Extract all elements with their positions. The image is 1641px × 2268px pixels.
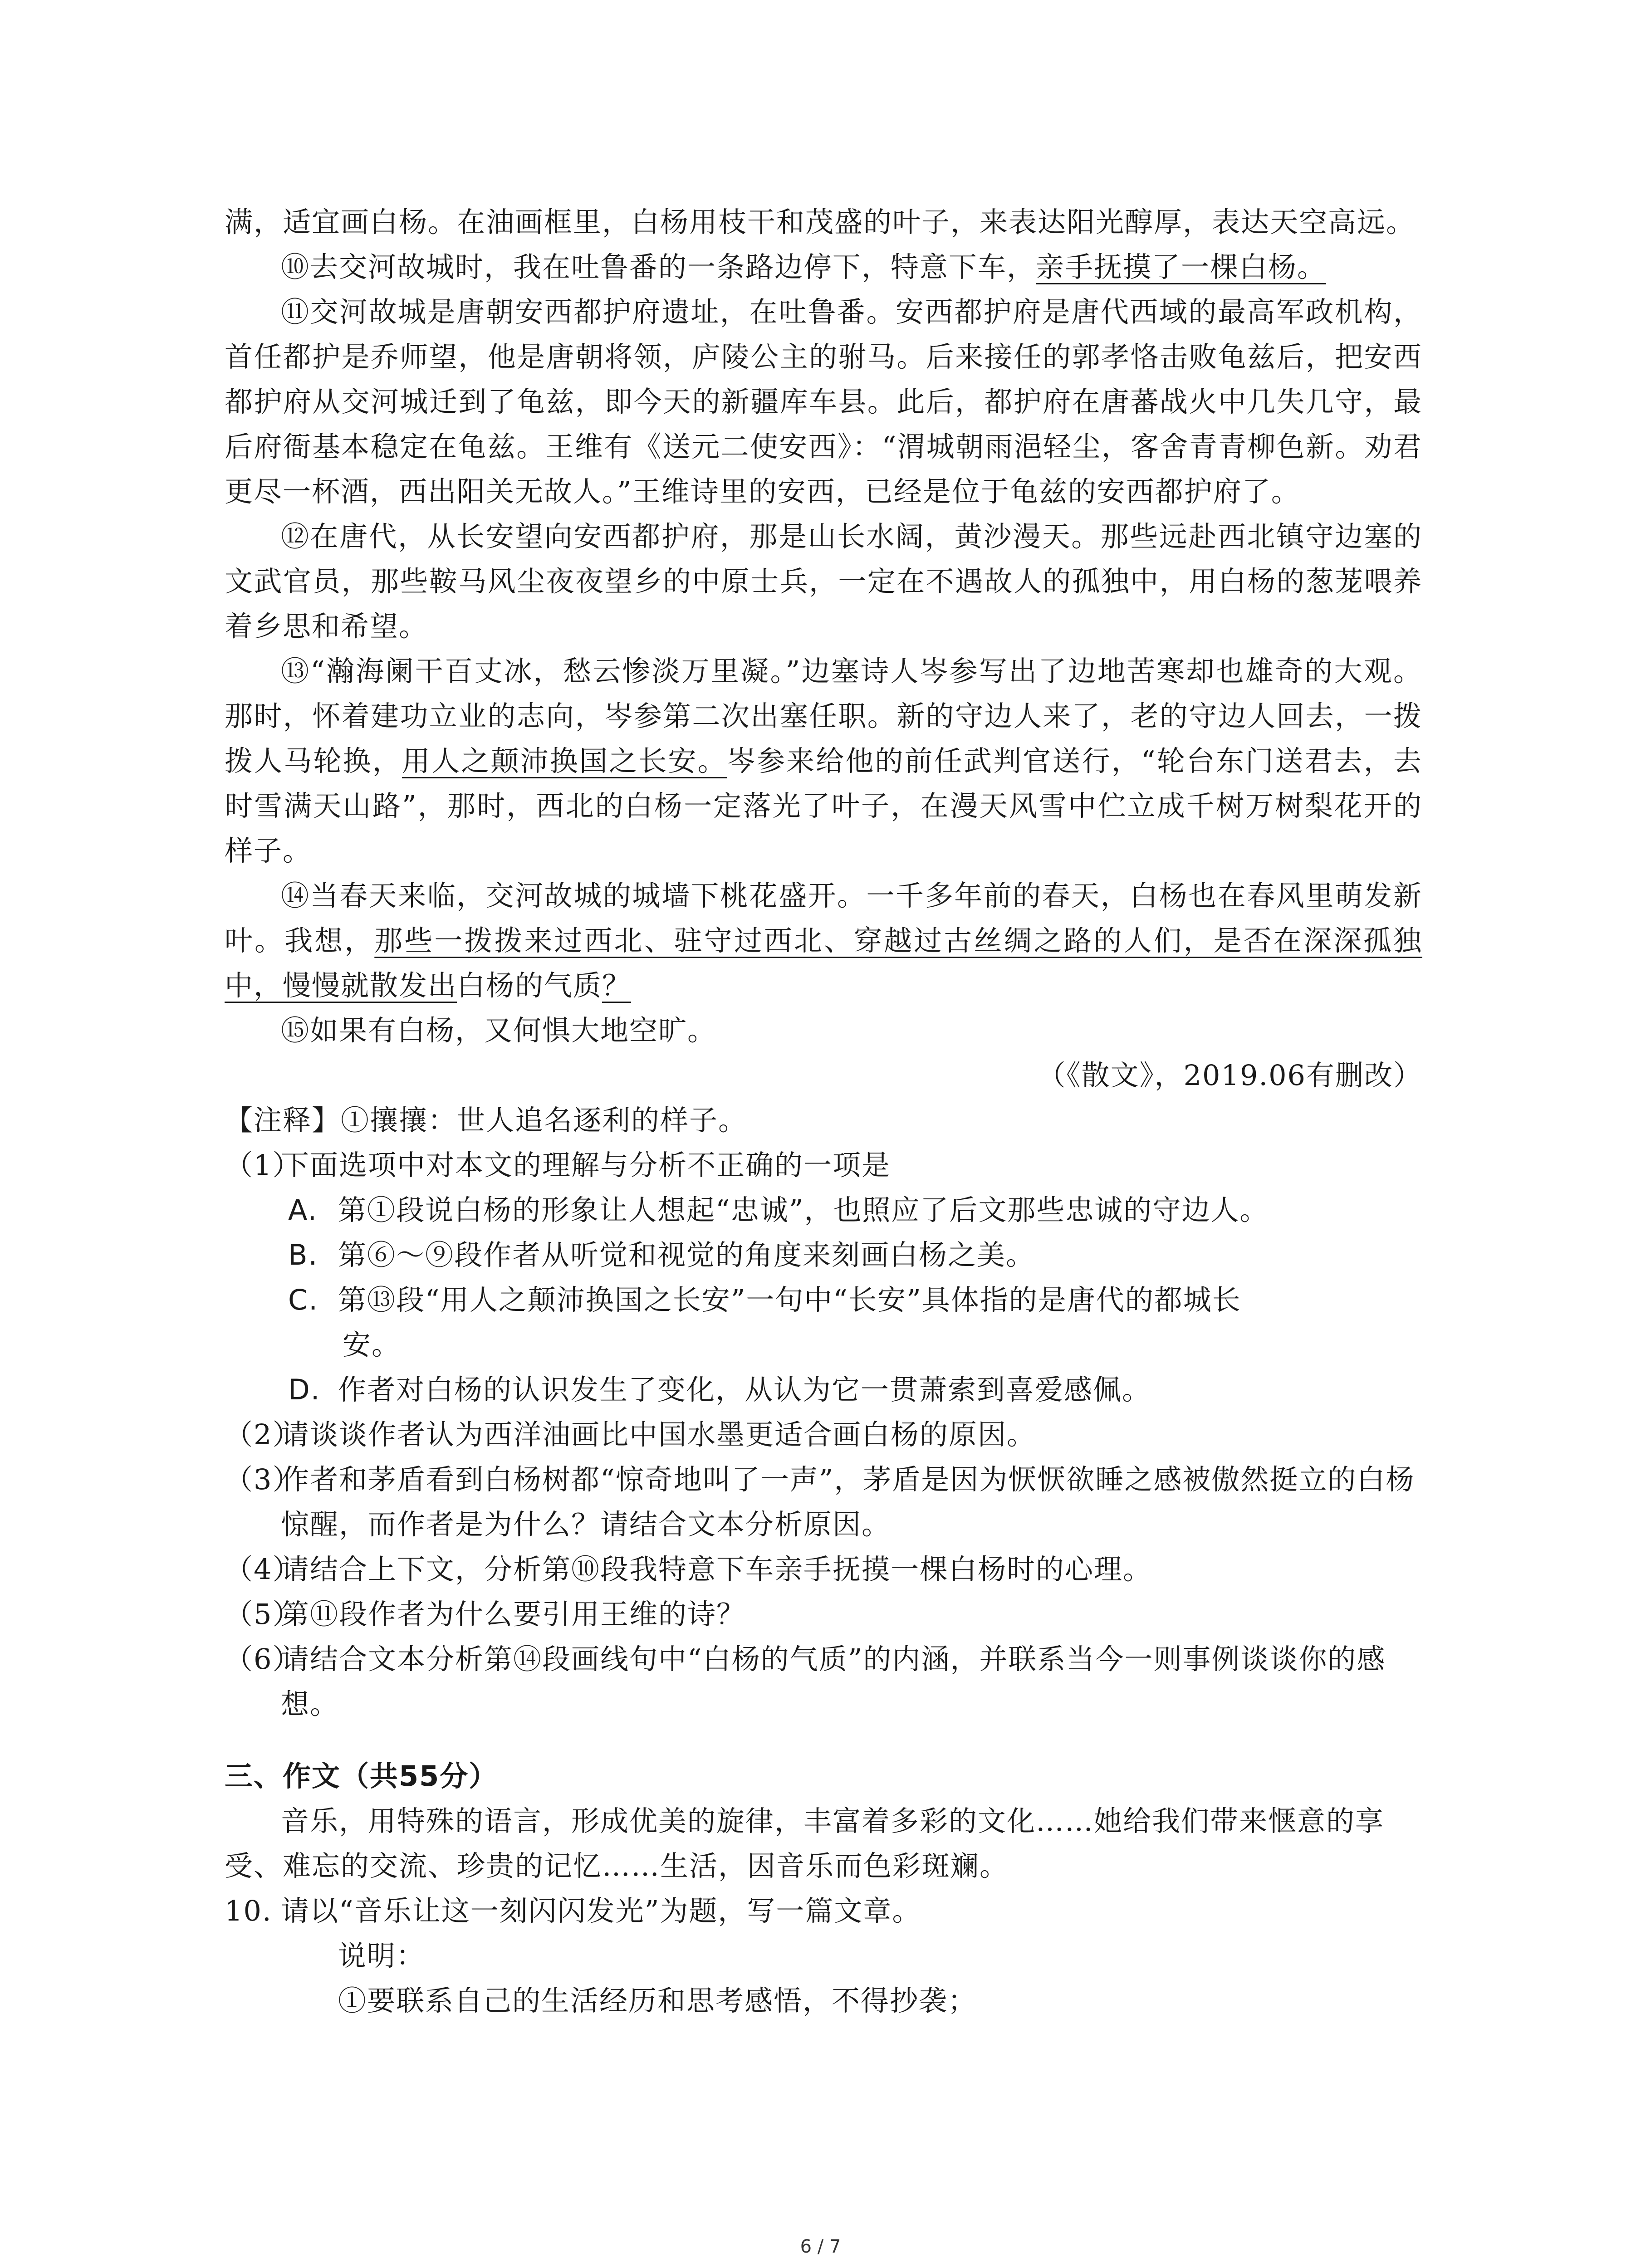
question-10 bbox=[225, 1888, 1422, 1933]
paragraph-14-text-b: 白杨的气质 bbox=[457, 969, 603, 1002]
paragraph-14-underlined: 那些一拨拨来过西北、驻守过西北、穿越过古丝绸之路的人们，是否在深深孤独中，慢慢就散发出 bbox=[225, 924, 1422, 1002]
paragraph-13-text-a: ⑬“瀚海阑干百丈冰，愁云惨淡万里凝。”边塞诗人岑参写出了边地苦寒却也雄奇的大观。那时，怀着建功立业的志向，岑参第二次出塞任职。新的守边人来了，老的守边人回去，一拨拨人马轮换， bbox=[225, 655, 1422, 777]
paragraph-14-underlined-end: ？ bbox=[602, 969, 632, 1002]
annotation-note: 【注释】①攘攘：世人追名逐利的样子。 bbox=[225, 1104, 748, 1137]
question-6 bbox=[225, 1637, 1422, 1726]
question-2 bbox=[225, 1412, 1422, 1457]
paragraph-10 bbox=[225, 244, 1422, 289]
section-title-essay: 三、作文（共55分） bbox=[225, 1760, 498, 1793]
question-text: 请以“音乐让这一刻闪闪发光”为题，写一篇文章。 bbox=[281, 1894, 921, 1927]
question-number: 10. bbox=[225, 1894, 272, 1927]
question-number: （3） bbox=[225, 1463, 302, 1496]
option-a bbox=[225, 1188, 1422, 1232]
question-text: 第⑪段作者为什么要引用王维的诗？ bbox=[281, 1598, 746, 1631]
option-text: 作者对白杨的认识发生了变化，从认为它一贯萧索到喜爱感佩。 bbox=[338, 1373, 1151, 1406]
option-letter: A. bbox=[288, 1193, 318, 1227]
question-number: （6） bbox=[225, 1642, 302, 1676]
page-number: 6 / 7 bbox=[800, 2236, 841, 2257]
question-number: （2） bbox=[225, 1418, 302, 1451]
question-text: 请结合文本分析第⑭段画线句中“白杨的气质”的内涵，并联系当今一则事例谈谈你的感想。 bbox=[281, 1642, 1386, 1721]
question-number: （5） bbox=[225, 1598, 302, 1631]
paragraph-14 bbox=[225, 873, 1422, 1008]
essay-rule-1: ①要联系自己的生活经历和思考感悟，不得抄袭； bbox=[338, 1984, 977, 2017]
question-text: 请谈谈作者认为西洋油画比中国水墨更适合画白杨的原因。 bbox=[281, 1418, 1036, 1451]
essay-prompt: 音乐，用特殊的语言，形成优美的旋律，丰富着多彩的文化……她给我们带来惬意的享受、难忘的交流、珍贵的记忆……生活，因音乐而色彩斑斓。 bbox=[225, 1804, 1385, 1882]
paragraph-15: ⑮如果有白杨，又何惧大地空旷。 bbox=[281, 1014, 717, 1047]
question-number: （1） bbox=[225, 1149, 302, 1182]
paragraph-11: ⑪交河故城是唐朝安西都护府遗址，在吐鲁番。安西都护府是唐代西域的最高军政机构，首任都护是乔师望，他是唐朝将领，庐陵公主的驸马。后来接任的郭孝恪击败龟兹后，把安西都护府从交河城迁到了龟兹，即今天的新疆库车县。此后，都护府在唐蕃战火中几失几守，最后府衙基本稳定在龟兹。王维有《送元二使安西》：“渭城朝雨浥轻尘，客舍青青柳色新。劝君更尽一杯酒，西出阳关无故人。”王维诗里的安西，已经是位于龟兹的安西都护府了。 bbox=[225, 295, 1422, 508]
paragraph-9-continued: 满，适宜画白杨。在油画框里，白杨用枝干和茂盛的叶子，来表达阳光醇厚，表达天空高远。 bbox=[225, 205, 1416, 239]
option-letter: B. bbox=[288, 1238, 318, 1271]
question-3 bbox=[225, 1457, 1422, 1547]
option-b bbox=[225, 1232, 1422, 1277]
source-citation: （《散文》，2019.06有删改） bbox=[1037, 1059, 1422, 1092]
question-text: 作者和茅盾看到白杨树都“惊奇地叫了一声”，茅盾是因为恹恹欲睡之感被傲然挺立的白杨惊醒，而作者是为什么？请结合文本分析原因。 bbox=[281, 1463, 1415, 1541]
option-letter: C. bbox=[288, 1283, 318, 1316]
explain-label: 说明： bbox=[338, 1939, 426, 1972]
paragraph-14-text-a: ⑭当春天来临，交河故城的城墙下桃花盛开。一千多年前的春天，白杨也在春风里萌发新叶。我想， bbox=[225, 879, 1422, 957]
option-c-wrap: 安。 bbox=[343, 1328, 401, 1361]
option-text: 第⑥～⑨段作者从听觉和视觉的角度来刻画白杨之美。 bbox=[338, 1238, 1035, 1271]
paragraph-13-underlined: 用人之颠沛换国之长安。 bbox=[402, 744, 727, 777]
option-d bbox=[225, 1367, 1422, 1412]
question-1 bbox=[225, 1143, 1422, 1188]
option-c bbox=[225, 1277, 1422, 1322]
question-5 bbox=[225, 1592, 1422, 1637]
paragraph-12: ⑫在唐代，从长安望向安西都护府，那是山长水阔，黄沙漫天。那些远赴西北镇守边塞的文武官员，那些鞍马风尘夜夜望乡的中原士兵，一定在不遇故人的孤独中，用白杨的葱茏喂养着乡思和希望。 bbox=[225, 520, 1422, 643]
question-number: （4） bbox=[225, 1553, 302, 1586]
question-4 bbox=[225, 1547, 1422, 1592]
paragraph-13-text-b: 岑参来给他的前任武判官送行，“轮台东门送君去，去时雪满天山路”，那时，西北的白杨一定落光了叶子，在漫天风雪中伫立成千树万树梨花开的样子。 bbox=[225, 744, 1422, 867]
option-letter: D. bbox=[288, 1373, 321, 1406]
option-text: 第①段说白杨的形象让人想起“忠诚”，也照应了后文那些忠诚的守边人。 bbox=[338, 1193, 1269, 1227]
paragraph-10-underlined: 亲手抚摸了一棵白杨。 bbox=[1036, 250, 1327, 284]
paragraph-13 bbox=[225, 649, 1422, 873]
paragraph-10-text: ⑩去交河故城时，我在吐鲁番的一条路边停下，特意下车， bbox=[281, 250, 1036, 284]
question-text: 下面选项中对本文的理解与分析不正确的一项是 bbox=[281, 1149, 891, 1182]
page-content bbox=[225, 200, 1422, 2023]
question-text: 请结合上下文，分析第⑩段我特意下车亲手抚摸一棵白杨时的心理。 bbox=[281, 1553, 1152, 1586]
option-text: 第⑬段“用人之颠沛换国之长安”一句中“长安”具体指的是唐代的都城长 bbox=[338, 1283, 1241, 1316]
